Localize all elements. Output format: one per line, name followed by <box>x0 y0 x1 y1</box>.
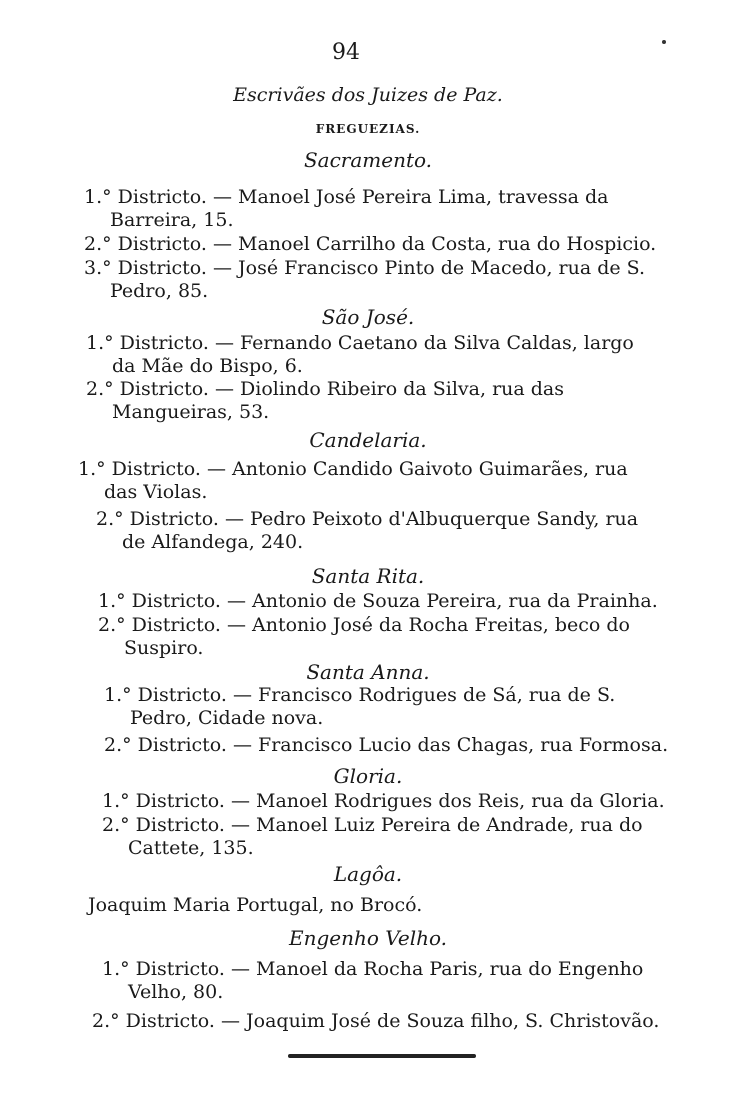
district-entry: 1.° Districto. — Manoel Rodrigues dos Reis, rua da Gloria. <box>102 790 665 812</box>
district-entry: 2.° Districto. — Francisco Lucio das Chagas, rua Formosa. <box>104 734 669 756</box>
parish-heading: Candelaria. <box>309 428 427 452</box>
page-number: 94 <box>332 40 360 65</box>
page-title: Escrivães dos Juizes de Paz. <box>233 84 503 106</box>
district-entry: Joaquim Maria Portugal, no Brocó. <box>88 894 423 916</box>
district-entry: 2.° Districto. — Pedro Peixoto d'Albuquerque Sandy, rua de Alfandega, 240. <box>96 508 639 553</box>
parish-heading: Sacramento. <box>303 148 433 172</box>
district-entry: 3.° Districto. — José Francisco Pinto de Macedo, rua de S. Pedro, 85. <box>84 257 646 302</box>
district-entry: 1.° Districto. — Antonio de Souza Pereira, rua da Prainha. <box>98 590 658 612</box>
district-entry: 1.° Districto. — Manoel da Rocha Paris, rua do Engenho Velho, 80. <box>102 958 644 1003</box>
parish-heading: Gloria. <box>333 764 403 788</box>
district-entry: 1.° Districto. — Manoel José Pereira Lima, travessa da Barreira, 15. <box>84 186 609 231</box>
district-entry: 2.° Districto. — Diolindo Ribeiro da Silva, rua das Mangueiras, 53. <box>86 378 564 423</box>
parish-heading: Santa Rita. <box>311 564 425 588</box>
ink-speck <box>662 40 666 44</box>
district-entry: 1.° Districto. — Francisco Rodrigues de Sá, rua de S. Pedro, Cidade nova. <box>104 684 616 729</box>
district-entry: 2.° Districto. — Antonio José da Rocha Freitas, beco do Suspiro. <box>98 614 630 659</box>
parish-heading: Santa Anna. <box>306 660 430 684</box>
district-entry: 2.° Districto. — Manoel Carrilho da Costa, rua do Hospicio. <box>84 233 657 255</box>
parish-heading: Lagôa. <box>333 862 403 886</box>
subheading: FREGUEZIAS. <box>315 122 421 136</box>
district-entry: 1.° Districto. — Antonio Candido Gaivoto Guimarães, rua das Violas. <box>78 458 628 503</box>
district-entry: 1.° Districto. — Fernando Caetano da Silva Caldas, largo da Mãe do Bispo, 6. <box>86 332 634 377</box>
district-entry: 2.° Districto. — Joaquim José de Souza filho, S. Christovão. <box>92 1010 660 1032</box>
district-entry: 2.° Districto. — Manoel Luiz Pereira de Andrade, rua do Cattete, 135. <box>102 814 643 859</box>
closing-rule <box>288 1054 476 1058</box>
parish-heading: Engenho Velho. <box>288 926 448 950</box>
parish-heading: São José. <box>321 305 415 329</box>
